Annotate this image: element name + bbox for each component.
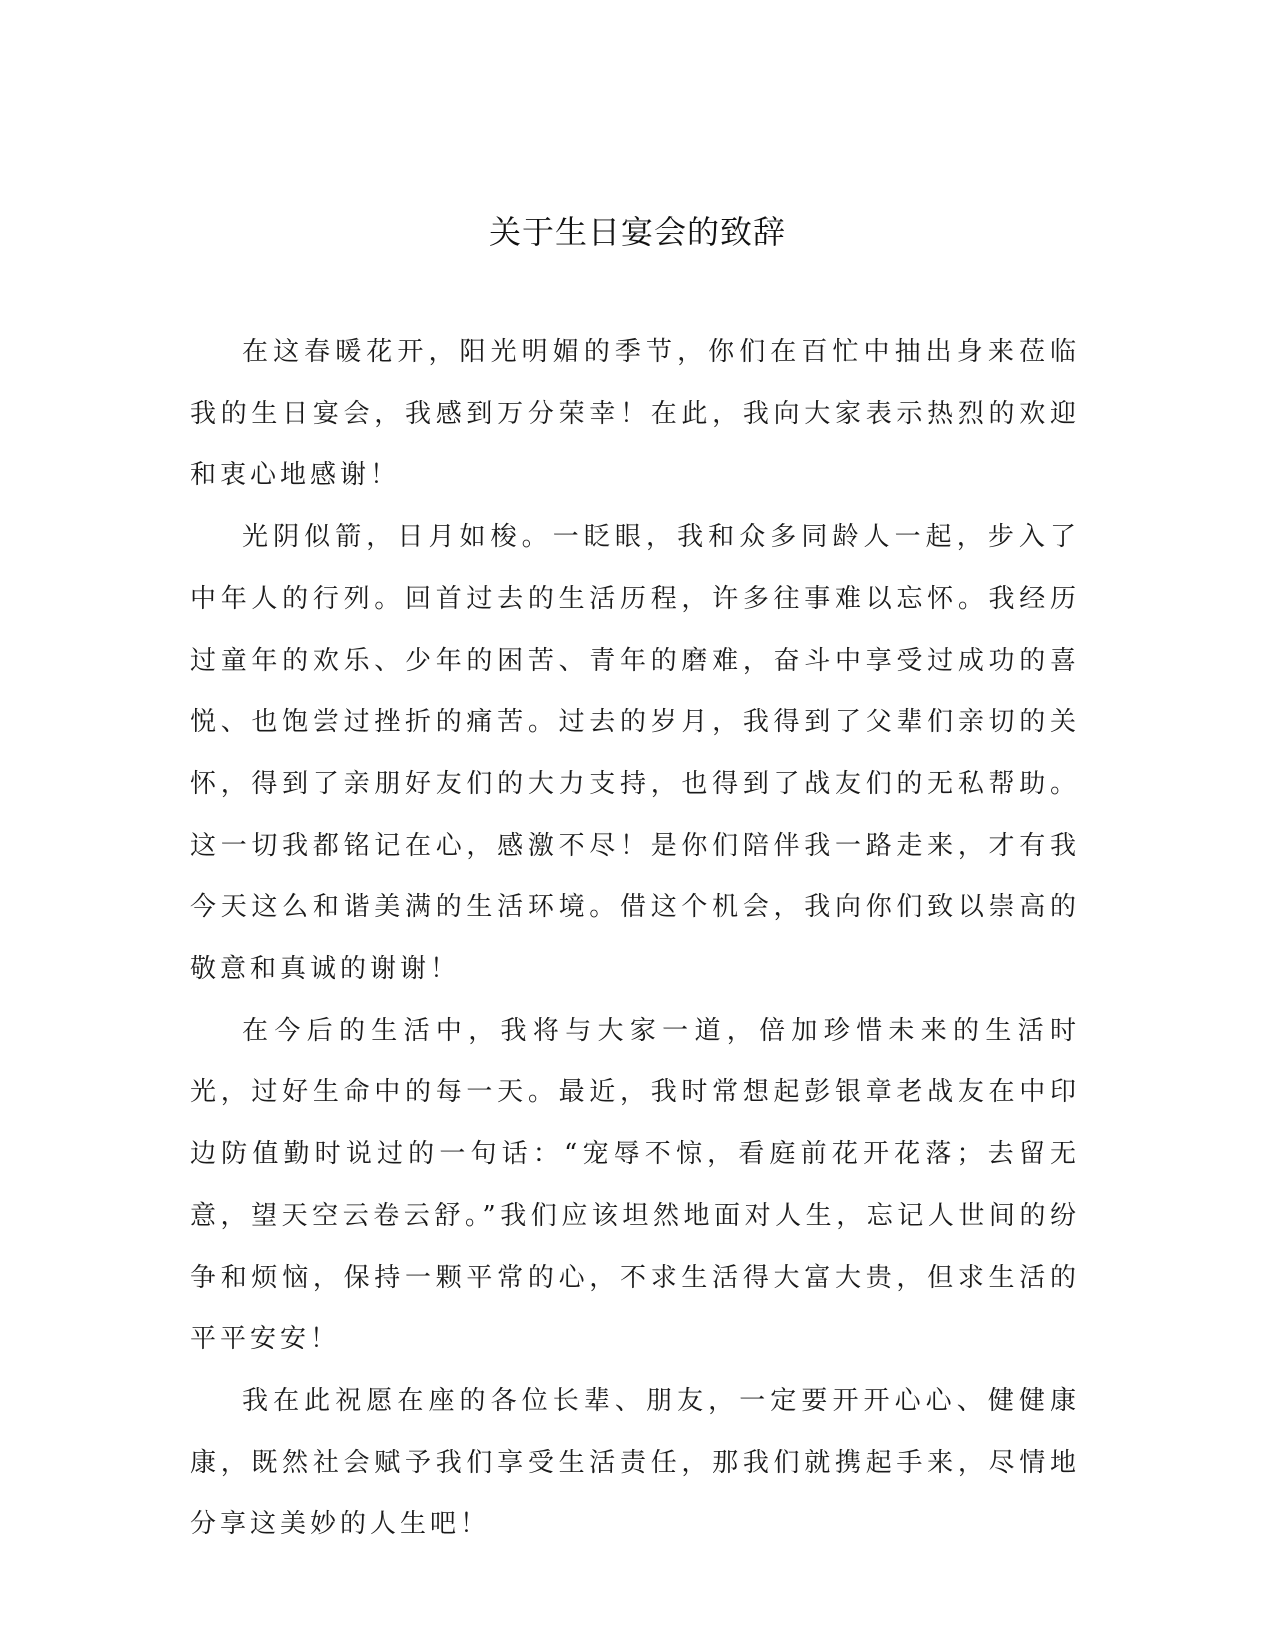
document-body xyxy=(190,322,1080,1556)
paragraph-wishes: 我在此祝愿在座的各位长辈、朋友，一定要开开心心、健健康康，既然社会赋予我们享受生活责任，那我们就携起手来，尽情地分享这美妙的人生吧！ xyxy=(190,1385,1080,1540)
paragraph-future: 在今后的生活中，我将与大家一道，倍加珍惜未来的生活时光，过好生命中的每一天。最近，我时常想起彭银章老战友在中印边防值勤时说过的一句话：“宠辱不惊，看庭前花开花落；去留无意，望天空云卷云舒。”我们应该坦然地面对人生，忘记人世间的纷争和烦恼，保持一颗平常的心，不求生活得大富大贵，但求生活的平平安安！ xyxy=(190,1015,1080,1355)
paragraph-welcome: 在这春暖花开，阳光明媚的季节，你们在百忙中抽出身来莅临我的生日宴会，我感到万分荣幸！在此，我向大家表示热烈的欢迎和衷心地感谢！ xyxy=(190,337,1080,491)
paragraph-reflection: 光阴似箭，日月如梭。一眨眼，我和众多同龄人一起，步入了中年人的行列。回首过去的生活历程，许多往事难以忘怀。我经历过童年的欢乐、少年的困苦、青年的磨难，奋斗中享受过成功的喜悦、也饱尝过挫折的痛苦。过去的岁月，我得到了父辈们亲切的关怀，得到了亲朋好友们的大力支持，也得到了战友们的无私帮助。这一切我都铭记在心，感激不尽！是你们陪伴我一路走来，才有我今天这么和谐美满的生活环境。借这个机会，我向你们致以崇高的敬意和真诚的谢谢！ xyxy=(190,522,1080,985)
document-title: 关于生日宴会的致辞 xyxy=(488,213,786,251)
